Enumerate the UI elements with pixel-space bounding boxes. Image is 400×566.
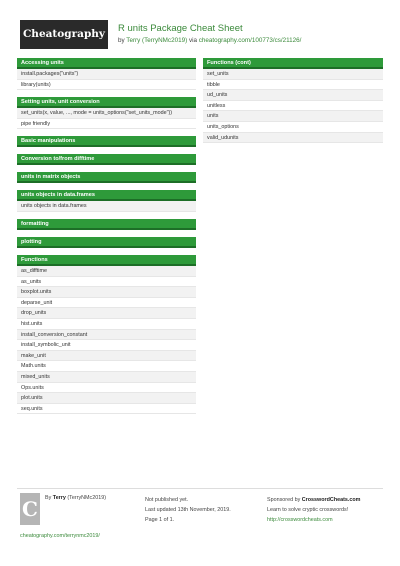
section-units-objects-in-data-frames (17, 190, 196, 212)
list-item: set_units (203, 69, 383, 80)
section-conversion-to-from-difftime (17, 154, 196, 165)
byline (118, 37, 301, 44)
section-body (17, 108, 196, 129)
section-heading: Functions (17, 255, 196, 266)
section-heading: Accessing units (17, 58, 196, 69)
section-heading: plotting (17, 237, 196, 248)
author-profile-link[interactable]: cheatography.com/terrynmc2019/ (20, 533, 100, 539)
footer-author (45, 495, 106, 501)
right-column (203, 58, 383, 150)
by-prefix: by (118, 37, 125, 44)
sheet-url-link[interactable]: cheatography.com/100773/cs/21126/ (198, 37, 302, 44)
footer-author-handle: (TerryNMc2019) (67, 495, 107, 501)
sponsor-name[interactable]: CrosswordCheats.com (301, 497, 361, 503)
footer (17, 488, 383, 550)
section-accessing-units (17, 58, 196, 90)
last-updated: Last updated 13th November, 2019. (145, 507, 231, 513)
list-item: mixed_units (17, 372, 196, 383)
list-item: as_difftime (17, 266, 196, 277)
list-item: hist.units (17, 319, 196, 330)
list-item: as_units (17, 277, 196, 288)
list-item: drop_units (17, 308, 196, 319)
sponsor-tagline: Learn to solve cryptic crosswords! (267, 507, 349, 513)
list-item: Math.units (17, 361, 196, 372)
section-heading: Basic manipulations (17, 136, 196, 147)
list-item: boxplot.units (17, 287, 196, 298)
section-heading: Setting units, unit conversion (17, 97, 196, 108)
section-heading: Functions (cont) (203, 58, 383, 69)
list-item: seq.units (17, 404, 196, 415)
list-item: set_units(x, value, ..., mode = units_options("set_units_mode")) (17, 108, 196, 119)
section-heading: units in matrix objects (17, 172, 196, 183)
section-plotting (17, 237, 196, 248)
header (20, 20, 380, 50)
author-link[interactable]: Terry (TerryNMc2019) (126, 37, 188, 44)
list-item: install.packages("units") (17, 69, 196, 80)
list-item: Ops.units (17, 383, 196, 394)
list-item: plot.units (17, 393, 196, 404)
sponsor-url-link[interactable]: http://crosswordcheats.com (267, 517, 333, 523)
via-prefix: via (188, 37, 197, 44)
list-item: install_symbolic_unit (17, 340, 196, 351)
list-item: unitless (203, 101, 383, 112)
section-body (17, 69, 196, 90)
section-functions-cont (203, 58, 383, 143)
left-column (17, 58, 196, 421)
page-title: R units Package Cheat Sheet (118, 23, 243, 34)
footer-by: By (45, 495, 52, 501)
page-count: Page 1 of 1. (145, 517, 175, 523)
section-formatting (17, 219, 196, 230)
section-body (203, 69, 383, 143)
list-item: tibble (203, 80, 383, 91)
section-heading: Conversion to/from difftime (17, 154, 196, 165)
section-functions (17, 255, 196, 414)
section-body (17, 201, 196, 212)
list-item: ud_units (203, 90, 383, 101)
published-status: Not published yet. (145, 497, 189, 503)
list-item: valid_udunits (203, 133, 383, 144)
list-item: units_options (203, 122, 383, 133)
section-body (17, 266, 196, 414)
footer-author-name[interactable]: Terry (52, 495, 66, 501)
section-heading: units objects in data.frames (17, 190, 196, 201)
sponsor-prefix: Sponsored by (267, 497, 301, 503)
cheatography-c-icon: C (20, 493, 40, 525)
section-basic-manipulations (17, 136, 196, 147)
list-item: pipe friendly (17, 119, 196, 130)
cheatography-logo[interactable]: Cheatography (20, 20, 108, 49)
list-item: units objects in data.frames (17, 201, 196, 212)
list-item: deparse_unit (17, 298, 196, 309)
section-setting-units-unit-conversion (17, 97, 196, 129)
list-item: make_unit (17, 351, 196, 362)
footer-meta (145, 495, 231, 525)
section-heading: formatting (17, 219, 196, 230)
footer-sponsor (267, 495, 360, 525)
list-item: library(units) (17, 80, 196, 91)
section-units-in-matrix-objects (17, 172, 196, 183)
list-item: install_conversion_constant (17, 330, 196, 341)
list-item: units (203, 111, 383, 122)
